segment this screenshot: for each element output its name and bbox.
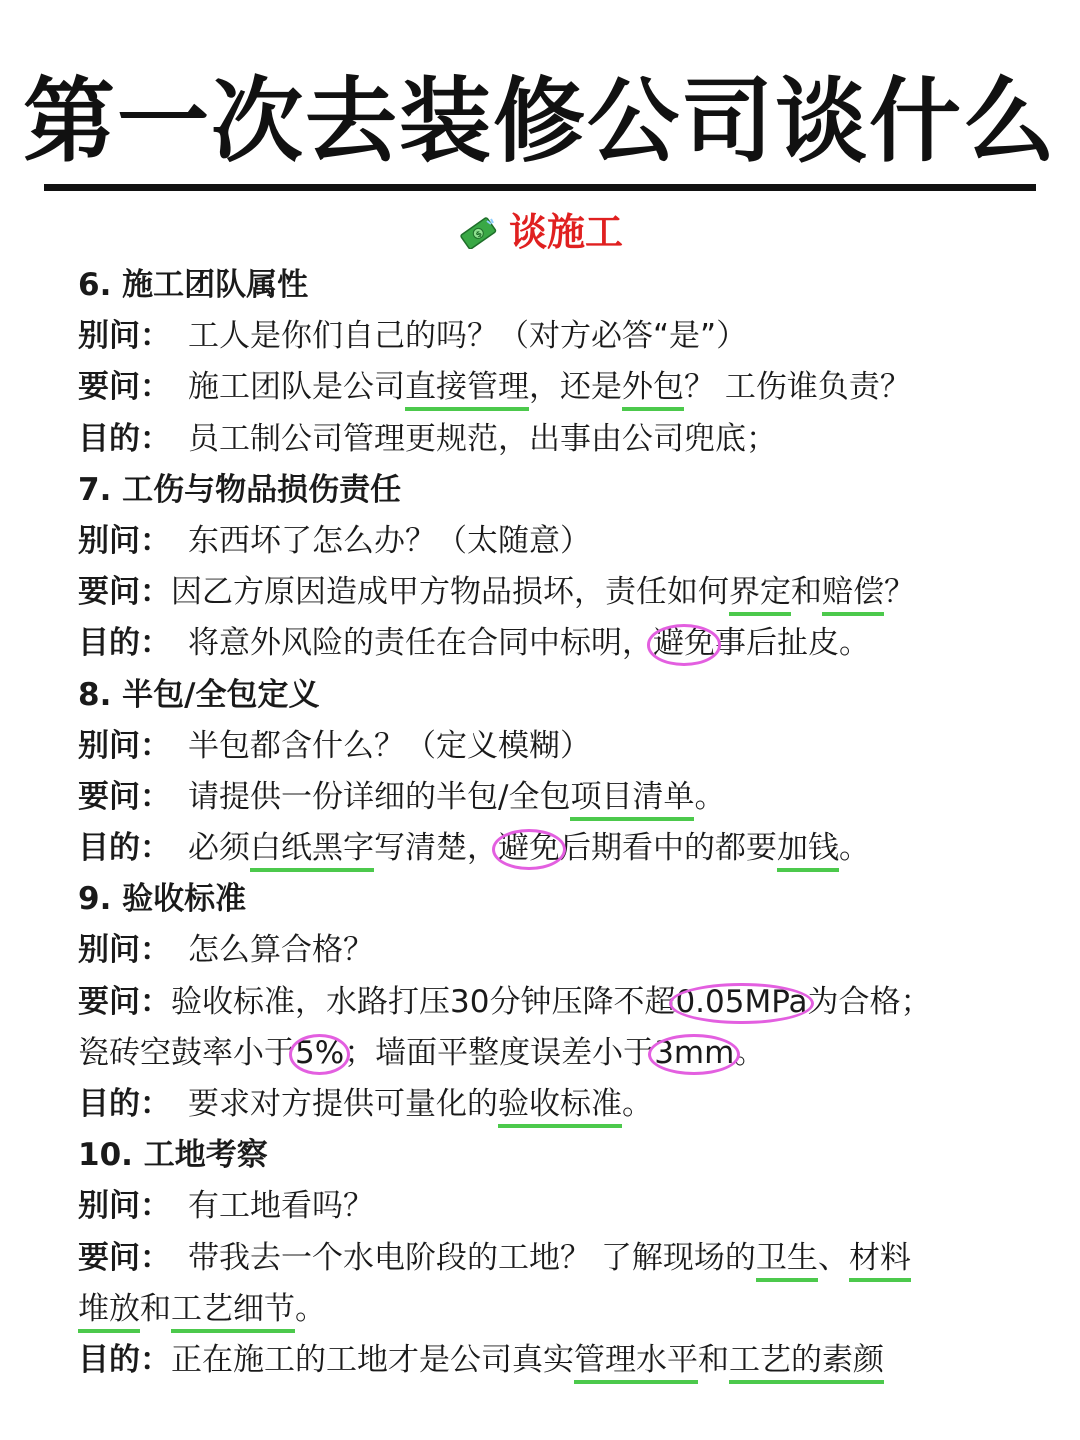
text: 后期看中的都要: [560, 830, 777, 867]
money-icon: [457, 217, 499, 249]
goal-label: 目的：: [78, 830, 171, 867]
dont-ask-line: [78, 1181, 1038, 1232]
text: 。: [839, 830, 870, 867]
ask-label: 要问：: [78, 1239, 171, 1276]
text: 。: [622, 1086, 653, 1122]
text: 因乙方原因造成甲方物品损坏，责任如何: [171, 574, 729, 611]
text: 事后扯皮。: [715, 625, 870, 662]
text: 瓷砖空鼓率小于: [78, 1034, 295, 1071]
underlined-text: 加钱: [777, 830, 839, 872]
goal-label: 目的：: [78, 1341, 171, 1378]
text: 。: [734, 1034, 766, 1071]
dont-text: 东西坏了怎么办？（太随意）: [188, 522, 591, 559]
text: 写清楚，: [374, 830, 498, 867]
underlined-text: 直接管理: [405, 369, 529, 411]
underlined-text: 工艺细节: [171, 1291, 295, 1333]
text: 施工团队是公司: [188, 369, 405, 406]
text: ，还是: [529, 369, 622, 406]
circled-text: 0.05MPa: [675, 977, 807, 1028]
text: 。: [694, 778, 726, 815]
content: [78, 260, 1038, 1386]
circled-text: 5%: [295, 1028, 344, 1079]
dont-label: 别问：: [78, 727, 171, 764]
section-heading: [0, 202, 1080, 262]
dont-ask-line: [78, 311, 1038, 362]
text: 要求对方提供可量化的: [188, 1086, 498, 1122]
underlined-text: 外包: [622, 369, 684, 411]
underlined-text: 卫生: [756, 1240, 818, 1282]
ask-label: 要问：: [78, 369, 171, 406]
ask-line: [78, 362, 1038, 413]
circled-text: 避免: [498, 823, 560, 874]
text: 和: [140, 1290, 171, 1327]
dont-ask-line: [78, 925, 1038, 976]
item-heading: 7. 工伤与物品损伤责任: [78, 471, 402, 508]
section-label: 谈施工: [508, 210, 623, 254]
ask-line: [78, 1233, 1038, 1284]
circled-text: 3mm: [654, 1028, 734, 1079]
goal-text: 员工制公司管理更规范，出事由公司兜底；: [188, 420, 777, 457]
text: ？ 工伤谁负责？: [684, 369, 911, 406]
ask-label: 要问：: [78, 574, 171, 611]
goal-line: [78, 414, 1038, 465]
underlined-text: 项目清单: [570, 779, 694, 821]
dont-ask-line: [78, 516, 1038, 567]
page-title: 第一次去装修公司谈什么: [22, 68, 1057, 175]
item-heading: 9. 验收标准: [78, 881, 247, 918]
underlined-text: 工艺的素颜: [729, 1342, 884, 1384]
item-heading: 6. 施工团队属性: [78, 267, 309, 303]
text: 带我去一个水电阶段的工地？ 了解现场的: [188, 1239, 756, 1276]
underlined-text: 管理水平: [574, 1342, 698, 1384]
underlined-text: 材料: [849, 1240, 911, 1282]
text: ？: [884, 574, 915, 611]
svg-text:$: $: [473, 228, 484, 240]
underlined-text: 界定: [729, 574, 791, 616]
dont-label: 别问：: [78, 318, 171, 355]
ask-line: [78, 567, 1038, 618]
text: 将意外风险的责任在合同中标明，: [188, 625, 653, 662]
goal-label: 目的：: [78, 625, 171, 662]
goal-line: [78, 618, 1038, 669]
text: 请提供一份详细的半包/全包: [188, 778, 571, 815]
underlined-text: 赔偿: [822, 574, 884, 616]
item-heading: 8. 半包/全包定义: [78, 676, 320, 713]
goal-label: 目的：: [78, 1086, 171, 1122]
ask-line: [78, 977, 1038, 1028]
text: 和: [791, 574, 822, 611]
text: 、: [817, 1239, 849, 1276]
text: ；墙面平整度误差小于: [344, 1034, 655, 1071]
dont-label: 别问：: [78, 522, 171, 559]
goal-line: [78, 1335, 1038, 1386]
goal-line: [78, 823, 1038, 874]
ask-line-continued: [78, 1284, 1038, 1335]
circled-text: 避免: [653, 618, 715, 669]
ask-line: [78, 772, 1038, 823]
dont-label: 别问：: [78, 1188, 171, 1225]
underlined-text: 白纸黑字: [250, 830, 374, 872]
goal-label: 目的：: [78, 420, 171, 457]
dont-label: 别问：: [78, 932, 171, 969]
text: 正在施工的工地才是公司真实: [171, 1341, 574, 1378]
ask-line-continued: [78, 1028, 1038, 1079]
underlined-text: 堆放: [78, 1291, 140, 1333]
dont-ask-line: [78, 721, 1038, 772]
text: 和: [698, 1341, 729, 1378]
item-heading: 10. 工地考察: [78, 1137, 268, 1174]
dont-text: 怎么算合格？: [188, 932, 374, 969]
underlined-text: 验收标准: [498, 1086, 622, 1128]
goal-line: [78, 1079, 1038, 1130]
text: 为合格；: [807, 983, 932, 1020]
ask-label: 要问：: [78, 983, 171, 1020]
dont-text: 有工地看吗？: [188, 1188, 374, 1225]
text: 必须: [188, 830, 250, 867]
text: 。: [295, 1290, 326, 1327]
dont-text: 工人是你们自己的吗？（对方必答“是”）: [188, 318, 748, 355]
ask-label: 要问：: [78, 778, 171, 815]
dont-text: 半包都含什么？（定义模糊）: [188, 727, 591, 764]
title-divider: [44, 184, 1036, 191]
text: 验收标准，水路打压30分钟压降不超: [171, 983, 676, 1020]
